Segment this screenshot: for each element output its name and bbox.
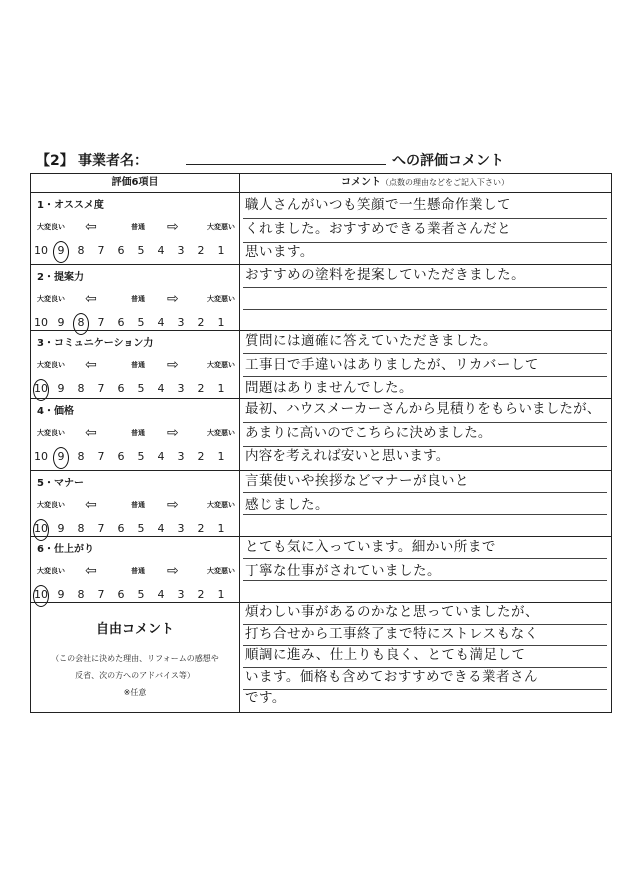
comment-line <box>243 558 607 559</box>
score-option[interactable]: 2 <box>197 244 205 257</box>
comment-line <box>243 492 607 493</box>
score-option[interactable]: 1 <box>217 450 225 463</box>
rating-scale <box>37 497 235 513</box>
scale-high-label: 大変悪い <box>207 567 235 575</box>
scale-low-label: 大変良い <box>37 223 65 231</box>
selected-score[interactable]: 9 <box>51 244 71 257</box>
score-option[interactable]: 10 <box>34 244 48 257</box>
arrow-left-icon: ⇦ <box>85 497 97 513</box>
scale-mid-label: 普通 <box>131 223 145 231</box>
rating-scale <box>37 219 235 235</box>
comment-line <box>243 376 607 377</box>
score-option[interactable]: 10 <box>34 450 48 463</box>
scale-high-label: 大変悪い <box>207 295 235 303</box>
score-option[interactable]: 4 <box>157 450 165 463</box>
comment-line <box>243 667 607 668</box>
score-option[interactable]: 2 <box>197 382 205 395</box>
comment-finish: とても気に入っています。細かい所まで 丁寧な仕事がされていました。 <box>245 539 496 579</box>
score-option[interactable]: 5 <box>137 450 145 463</box>
score-option[interactable]: 7 <box>97 450 105 463</box>
score-option[interactable]: 6 <box>117 522 125 535</box>
arrow-right-icon: ⇨ <box>167 497 179 513</box>
score-option[interactable]: 4 <box>157 316 165 329</box>
scale-high-label: 大変悪い <box>207 223 235 231</box>
arrow-left-icon: ⇦ <box>85 357 97 373</box>
scale-mid-label: 普通 <box>131 295 145 303</box>
comment-line <box>243 287 607 288</box>
comment-line <box>243 353 607 354</box>
score-option[interactable]: 3 <box>177 382 185 395</box>
arrow-left-icon: ⇦ <box>85 425 97 441</box>
score-option[interactable]: 6 <box>117 588 125 601</box>
score-option[interactable]: 9 <box>57 588 65 601</box>
free-comment-title: 自由コメント <box>95 622 174 637</box>
score-option[interactable]: 8 <box>77 450 85 463</box>
criterion-proposal <box>31 264 239 330</box>
score-option[interactable]: 1 <box>217 244 225 257</box>
criteria-header: 評価6項目 <box>111 177 159 188</box>
criterion-name: 4・価格 <box>37 406 74 417</box>
comment-line <box>243 446 607 447</box>
free-comment-note-line: 反省、次の方へのアドバイス等） <box>75 671 195 680</box>
score-option[interactable]: 3 <box>177 244 185 257</box>
rating-scale <box>37 563 235 579</box>
criterion-finish <box>31 536 239 602</box>
free-comment-text: 煩わしい事があるのかなと思っていましたが、 打ち合せから工事終了まで特にストレスもなく 順調に進み、仕上りも良く、とても満足して います。価格も含めておすすめできる業者さん です。 <box>245 604 539 706</box>
free-comment-note-line: （この会社に決めた理由、リフォームの感想や <box>51 654 219 663</box>
score-option[interactable]: 7 <box>97 588 105 601</box>
title-suffix: への評価コメント <box>392 153 504 169</box>
section-number: 【2】 <box>36 153 74 169</box>
score-option[interactable]: 9 <box>57 316 65 329</box>
score-option[interactable]: 4 <box>157 588 165 601</box>
comment-line <box>243 689 607 690</box>
criterion-name: 3・コミュニケーション力 <box>37 338 154 349</box>
free-comment-optional: ※任意 <box>123 688 147 697</box>
scale-mid-label: 普通 <box>131 567 145 575</box>
score-option[interactable]: 10 <box>34 316 48 329</box>
criterion-manners <box>31 470 239 536</box>
selected-score[interactable]: 9 <box>51 450 71 463</box>
criterion-name: 2・提案力 <box>37 272 84 283</box>
arrow-left-icon: ⇦ <box>85 291 97 307</box>
criterion-recommendation <box>31 192 239 264</box>
comment-header-label: コメント <box>341 177 381 188</box>
free-comment-note <box>39 650 231 701</box>
score-option[interactable]: 3 <box>177 450 185 463</box>
arrow-left-icon: ⇦ <box>85 563 97 579</box>
score-option[interactable]: 3 <box>177 522 185 535</box>
score-option[interactable]: 4 <box>157 244 165 257</box>
operator-name-blank <box>186 164 386 165</box>
criterion-communication <box>31 330 239 398</box>
comment-line <box>243 624 607 625</box>
scale-low-label: 大変良い <box>37 501 65 509</box>
score-option[interactable]: 7 <box>97 244 105 257</box>
comment-communication: 質問には適確に答えていただきました。 工事日で手違いはありましたが、リカバーして 問題はありませんでした。 <box>245 333 539 396</box>
score-option[interactable]: 7 <box>97 316 105 329</box>
comment-line <box>243 242 607 243</box>
rating-scale <box>37 425 235 441</box>
operator-label: 事業者名： <box>78 153 148 169</box>
scale-high-label: 大変悪い <box>207 501 235 509</box>
scale-mid-label: 普通 <box>131 501 145 509</box>
scale-high-label: 大変悪い <box>207 361 235 369</box>
rating-scale <box>37 357 235 373</box>
rating-scale <box>37 291 235 307</box>
score-options <box>31 244 239 262</box>
score-option[interactable]: 6 <box>117 382 125 395</box>
comment-line <box>243 645 607 646</box>
scale-low-label: 大変良い <box>37 429 65 437</box>
score-option[interactable]: 2 <box>197 450 205 463</box>
criterion-name: 6・仕上がり <box>37 544 94 555</box>
scale-low-label: 大変良い <box>37 295 65 303</box>
score-option[interactable]: 9 <box>57 382 65 395</box>
score-option[interactable]: 6 <box>117 450 125 463</box>
score-option[interactable]: 9 <box>57 522 65 535</box>
scale-mid-label: 普通 <box>131 361 145 369</box>
criterion-name: 5・マナー <box>37 478 84 489</box>
scale-low-label: 大変良い <box>37 361 65 369</box>
comment-line <box>243 580 607 581</box>
score-option[interactable]: 8 <box>77 522 85 535</box>
selected-score[interactable]: 10 <box>31 522 51 535</box>
score-options <box>31 450 239 468</box>
score-option[interactable]: 5 <box>137 382 145 395</box>
score-option[interactable]: 2 <box>197 316 205 329</box>
comment-header-note: （点数の理由などをご記入下さい） <box>381 178 509 187</box>
scale-low-label: 大変良い <box>37 567 65 575</box>
score-option[interactable]: 5 <box>137 588 145 601</box>
score-option[interactable]: 6 <box>117 316 125 329</box>
arrow-right-icon: ⇨ <box>167 219 179 235</box>
criterion-name: 1・オススメ度 <box>37 200 104 211</box>
score-option[interactable]: 2 <box>197 588 205 601</box>
comment-recommendation: 職人さんがいつも笑顔で一生懸命作業して くれました。おすすめできる業者さんだと 思います。 <box>245 197 512 260</box>
score-option[interactable]: 3 <box>177 316 185 329</box>
comment-proposal: おすすめの塗料を提案していただきました。 <box>245 267 526 283</box>
score-option[interactable]: 5 <box>137 244 145 257</box>
score-option[interactable]: 8 <box>77 244 85 257</box>
score-option[interactable]: 8 <box>77 382 85 395</box>
criterion-price <box>31 398 239 470</box>
arrow-left-icon: ⇦ <box>85 219 97 235</box>
selected-score[interactable]: 8 <box>71 316 91 329</box>
arrow-right-icon: ⇨ <box>167 425 179 441</box>
score-option[interactable]: 7 <box>97 382 105 395</box>
score-option[interactable]: 1 <box>217 588 225 601</box>
column-divider <box>239 174 240 712</box>
score-option[interactable]: 4 <box>157 382 165 395</box>
score-option[interactable]: 2 <box>197 522 205 535</box>
score-option[interactable]: 5 <box>137 316 145 329</box>
arrow-right-icon: ⇨ <box>167 357 179 373</box>
score-option[interactable]: 6 <box>117 244 125 257</box>
scale-mid-label: 普通 <box>131 429 145 437</box>
selected-score[interactable]: 10 <box>31 588 51 601</box>
comment-manners: 言葉使いや挨拶などマナーが良いと 感じました。 <box>245 473 469 513</box>
evaluation-table <box>30 173 612 713</box>
arrow-right-icon: ⇨ <box>167 291 179 307</box>
arrow-right-icon: ⇨ <box>167 563 179 579</box>
comment-price: 最初、ハウスメーカーさんから見積りをもらいましたが、あまりに高いのでこちらに決めました。 内容を考えれば安いと思います。 <box>245 401 601 464</box>
score-option[interactable]: 8 <box>77 588 85 601</box>
score-option[interactable]: 1 <box>217 522 225 535</box>
form-title <box>36 148 616 170</box>
comment-line <box>243 514 607 515</box>
score-option[interactable]: 1 <box>217 316 225 329</box>
score-option[interactable]: 7 <box>97 522 105 535</box>
comment-line <box>243 309 607 310</box>
score-option[interactable]: 5 <box>137 522 145 535</box>
comment-line <box>243 422 607 423</box>
scale-high-label: 大変悪い <box>207 429 235 437</box>
comment-header <box>239 174 611 192</box>
score-option[interactable]: 3 <box>177 588 185 601</box>
comment-line <box>243 218 607 219</box>
score-option[interactable]: 1 <box>217 382 225 395</box>
free-comment-label-cell <box>31 602 239 712</box>
score-option[interactable]: 4 <box>157 522 165 535</box>
selected-score[interactable]: 10 <box>31 382 51 395</box>
